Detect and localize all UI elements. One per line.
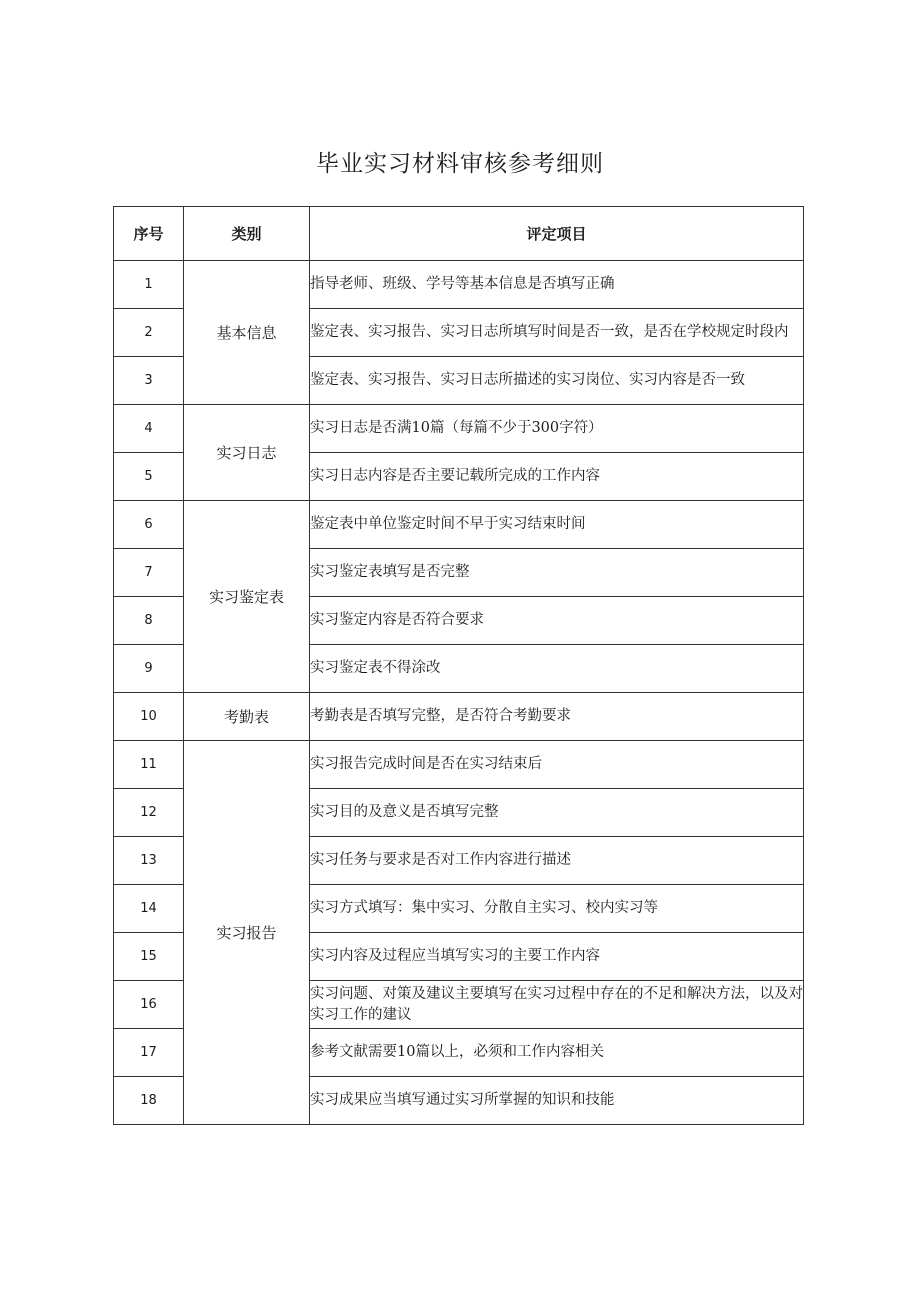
row-number: 2	[114, 309, 184, 357]
criteria-item: 实习任务与要求是否对工作内容进行描述	[310, 837, 804, 885]
row-number: 1	[114, 261, 184, 309]
table-row	[114, 261, 804, 309]
row-number: 13	[114, 837, 184, 885]
criteria-item: 鉴定表、实习报告、实习日志所描述的实习岗位、实习内容是否一致	[310, 357, 804, 405]
criteria-item: 考勤表是否填写完整，是否符合考勤要求	[310, 693, 804, 741]
criteria-item: 实习成果应当填写通过实习所掌握的知识和技能	[310, 1077, 804, 1125]
table-row	[114, 501, 804, 549]
criteria-item: 实习目的及意义是否填写完整	[310, 789, 804, 837]
row-number: 6	[114, 501, 184, 549]
row-number: 12	[114, 789, 184, 837]
row-number: 3	[114, 357, 184, 405]
row-number: 17	[114, 1029, 184, 1077]
header-item: 评定项目	[310, 207, 804, 261]
table-row	[114, 741, 804, 789]
table-row	[114, 693, 804, 741]
criteria-table	[113, 206, 804, 1125]
row-number: 18	[114, 1077, 184, 1125]
row-number: 16	[114, 981, 184, 1029]
row-number: 4	[114, 405, 184, 453]
row-number: 14	[114, 885, 184, 933]
criteria-item: 实习鉴定表填写是否完整	[310, 549, 804, 597]
criteria-item: 指导老师、班级、学号等基本信息是否填写正确	[310, 261, 804, 309]
category-cell: 基本信息	[184, 261, 310, 405]
category-cell: 实习日志	[184, 405, 310, 501]
row-number: 9	[114, 645, 184, 693]
row-number: 11	[114, 741, 184, 789]
document-title: 毕业实习材料审核参考细则	[316, 151, 604, 177]
criteria-item: 参考文献需要10篇以上，必须和工作内容相关	[310, 1029, 804, 1077]
row-number: 10	[114, 693, 184, 741]
criteria-item: 鉴定表中单位鉴定时间不早于实习结束时间	[310, 501, 804, 549]
criteria-item: 实习报告完成时间是否在实习结束后	[310, 741, 804, 789]
row-number: 15	[114, 933, 184, 981]
table-header-row	[114, 207, 804, 261]
category-cell: 实习鉴定表	[184, 501, 310, 693]
header-index: 序号	[114, 207, 184, 261]
table-row	[114, 405, 804, 453]
criteria-item: 实习问题、对策及建议主要填写在实习过程中存在的不足和解决方法，以及对实习工作的建议	[310, 981, 804, 1029]
row-number: 5	[114, 453, 184, 501]
criteria-item: 实习方式填写：集中实习、分散自主实习、校内实习等	[310, 885, 804, 933]
criteria-item: 实习鉴定表不得涂改	[310, 645, 804, 693]
criteria-item: 实习内容及过程应当填写实习的主要工作内容	[310, 933, 804, 981]
row-number: 7	[114, 549, 184, 597]
criteria-item: 实习鉴定内容是否符合要求	[310, 597, 804, 645]
category-cell: 考勤表	[184, 693, 310, 741]
criteria-item: 鉴定表、实习报告、实习日志所填写时间是否一致，是否在学校规定时段内	[310, 309, 804, 357]
criteria-item: 实习日志内容是否主要记载所完成的工作内容	[310, 453, 804, 501]
category-cell: 实习报告	[184, 741, 310, 1125]
criteria-item: 实习日志是否满10篇（每篇不少于300字符）	[310, 405, 804, 453]
row-number: 8	[114, 597, 184, 645]
header-category: 类别	[184, 207, 310, 261]
